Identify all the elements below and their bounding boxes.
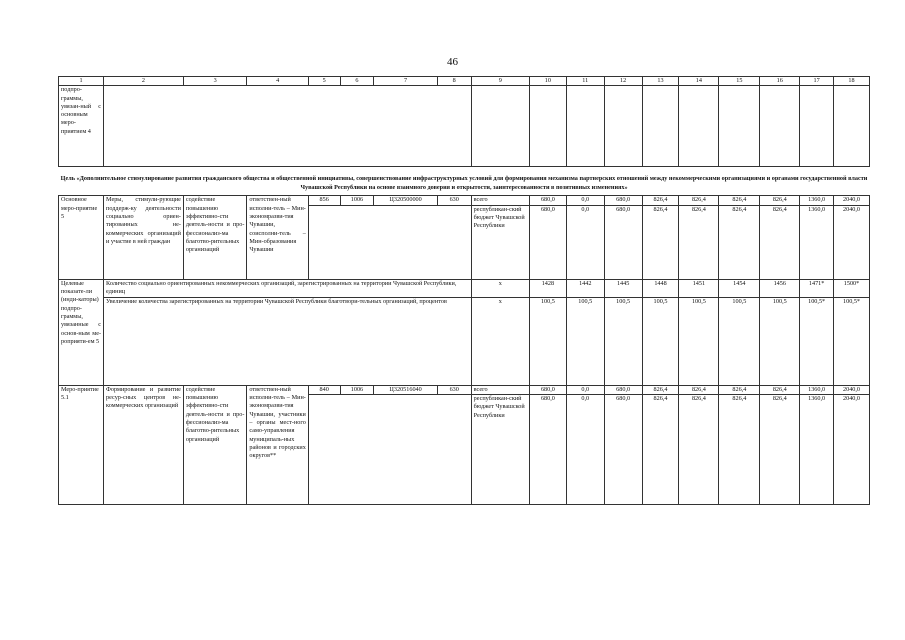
col-header: 14 bbox=[679, 77, 719, 86]
value-cell: 826,4 bbox=[679, 385, 719, 394]
value-cell: 826,4 bbox=[719, 196, 760, 205]
value-cell: 1360,0 bbox=[800, 395, 834, 505]
measure-id: Основное меро-приятие 5 bbox=[59, 196, 104, 279]
value-cell: 0,0 bbox=[566, 385, 604, 394]
indicator-text: Количество социально ориентированных некоммерческих организаций, зарегистрированных на территории Чувашской Республики, единиц bbox=[104, 279, 472, 297]
value-cell: 826,4 bbox=[719, 395, 760, 505]
col-header: 16 bbox=[760, 77, 800, 86]
value-cell: 1360,0 bbox=[800, 385, 834, 394]
continuation-label: подпро-граммы, увязан-ный с основным меро-приятием 4 bbox=[59, 86, 104, 167]
col-header: 3 bbox=[183, 77, 246, 86]
measure-task: содействие повышению эффективно-сти деятель-ности и про-фессионализ-ма благотво-рительных организаций bbox=[183, 196, 246, 279]
budget-code: 840 bbox=[308, 385, 340, 394]
goal-row bbox=[59, 167, 870, 196]
value-cell: 2040,0 bbox=[834, 395, 870, 505]
col-header: 18 bbox=[834, 77, 870, 86]
value-cell: 826,4 bbox=[642, 196, 679, 205]
value-cell: 680,0 bbox=[604, 395, 642, 505]
indicator-text: Увеличение количества зарегистрированных на территории Чувашской Республики благотвори-тельных организаций, процентов bbox=[104, 297, 472, 385]
value-cell: 0,0 bbox=[566, 196, 604, 205]
value-cell: 100,5* bbox=[834, 297, 870, 385]
value-cell: 1448 bbox=[642, 279, 679, 297]
value-cell: 1471* bbox=[800, 279, 834, 297]
col-header: 6 bbox=[340, 77, 374, 86]
value-cell: 100,5 bbox=[529, 297, 566, 385]
measure-task: содействие повышению эффективно-сти деятель-ности и про-фессионализ-ма благотво-рительных организаций bbox=[183, 385, 246, 504]
col-header: 2 bbox=[104, 77, 184, 86]
value-cell: 1360,0 bbox=[800, 196, 834, 205]
measure-id: Меро-приятие 5.1 bbox=[59, 385, 104, 504]
value-cell: 680,0 bbox=[604, 205, 642, 279]
measure-name: Формирование и развитие ресур-сных центров не-коммерческих организаций bbox=[104, 385, 184, 504]
funding-source: всего bbox=[471, 196, 529, 205]
col-header: 11 bbox=[566, 77, 604, 86]
col-header: 10 bbox=[529, 77, 566, 86]
measure-executor: ответствен-ный исполни-тель – Мин-экономразви-тия Чувашии, участники – органы мест-ного само-управления муниципаль-ных районов и городских округов** bbox=[247, 385, 308, 504]
value-cell: 826,4 bbox=[642, 205, 679, 279]
value-cell: 826,4 bbox=[760, 205, 800, 279]
value-cell: 100,5 bbox=[719, 297, 760, 385]
funding-source: республикан-ский бюджет Чувашской Республики bbox=[471, 395, 529, 505]
value-cell: 0,0 bbox=[566, 205, 604, 279]
value-cell: 1456 bbox=[760, 279, 800, 297]
value-cell: 826,4 bbox=[642, 395, 679, 505]
col-header: 12 bbox=[604, 77, 642, 86]
col-header: 4 bbox=[247, 77, 308, 86]
indicator-marker: х bbox=[471, 279, 529, 297]
value-cell: 1500* bbox=[834, 279, 870, 297]
value-cell: 826,4 bbox=[642, 385, 679, 394]
page-number: 46 bbox=[447, 56, 458, 68]
measure-executor: ответствен-ный исполни-тель – Мин-экономразви-тия Чувашии, соисполни-тель – Мин-образования Чувашии bbox=[247, 196, 308, 279]
value-cell: 100,5 bbox=[642, 297, 679, 385]
value-cell: 2040,0 bbox=[834, 196, 870, 205]
value-cell: 826,4 bbox=[760, 395, 800, 505]
budget-code: 1006 bbox=[340, 196, 374, 205]
value-cell: 680,0 bbox=[529, 196, 566, 205]
value-cell: 100,5 bbox=[566, 297, 604, 385]
indicator-row bbox=[59, 279, 870, 297]
value-cell: 1428 bbox=[529, 279, 566, 297]
continuation-row bbox=[59, 86, 870, 167]
value-cell: 2040,0 bbox=[834, 205, 870, 279]
value-cell: 100,5* bbox=[800, 297, 834, 385]
col-header: 9 bbox=[471, 77, 529, 86]
main-measure-row bbox=[59, 196, 870, 205]
col-header: 5 bbox=[308, 77, 340, 86]
value-cell: 826,4 bbox=[679, 196, 719, 205]
program-table bbox=[58, 76, 870, 505]
value-cell: 826,4 bbox=[679, 205, 719, 279]
measure-name: Меры, стимули-рующие поддерж-ку деятельности социально ориен-тированных не-коммерческих организаций и участие в ней граждан bbox=[104, 196, 184, 279]
budget-code: 856 bbox=[308, 196, 340, 205]
value-cell: 1442 bbox=[566, 279, 604, 297]
value-cell: 1360,0 bbox=[800, 205, 834, 279]
budget-code: Ц320500000 bbox=[374, 196, 437, 205]
col-header: 17 bbox=[800, 77, 834, 86]
value-cell: 826,4 bbox=[719, 385, 760, 394]
funding-source: республикан-ский бюджет Чувашской Республики bbox=[471, 205, 529, 279]
indicator-label: Целевые показате-ли (инди-каторы) подпро-граммы, увязанные с основ-ным ме-роприяти-ем 5 bbox=[59, 279, 104, 385]
budget-code: 1006 bbox=[340, 385, 374, 394]
col-header: 15 bbox=[719, 77, 760, 86]
value-cell: 0,0 bbox=[566, 395, 604, 505]
col-header: 8 bbox=[437, 77, 471, 86]
value-cell: 100,5 bbox=[679, 297, 719, 385]
value-cell: 826,4 bbox=[719, 205, 760, 279]
value-cell: 680,0 bbox=[604, 196, 642, 205]
value-cell: 680,0 bbox=[529, 395, 566, 505]
indicator-marker: х bbox=[471, 297, 529, 385]
value-cell: 2040,0 bbox=[834, 385, 870, 394]
budget-code: 630 bbox=[437, 385, 471, 394]
value-cell: 1454 bbox=[719, 279, 760, 297]
value-cell: 100,5 bbox=[604, 297, 642, 385]
value-cell: 1445 bbox=[604, 279, 642, 297]
value-cell: 100,5 bbox=[760, 297, 800, 385]
measure-51-row bbox=[59, 385, 870, 394]
col-header: 13 bbox=[642, 77, 679, 86]
value-cell: 1451 bbox=[679, 279, 719, 297]
value-cell: 680,0 bbox=[604, 385, 642, 394]
funding-source: всего bbox=[471, 385, 529, 394]
budget-code: Ц320516040 bbox=[374, 385, 437, 394]
value-cell: 680,0 bbox=[529, 205, 566, 279]
column-number-row bbox=[59, 77, 870, 86]
indicator-row bbox=[59, 297, 870, 385]
col-header: 1 bbox=[59, 77, 104, 86]
value-cell: 680,0 bbox=[529, 385, 566, 394]
goal-text: Цель «Дополнительное стимулирование развития гражданского общества и общественной инициативы, совершенствование инфраструктурных условий для формирования механизма партнерских отношений между некоммерческими организациями и органами государственной власти Чувашской Республики на основе взаимного доверия и открытости, заинтересованности в позитивных изменениях» bbox=[59, 167, 870, 196]
budget-code: 630 bbox=[437, 196, 471, 205]
value-cell: 826,4 bbox=[760, 196, 800, 205]
value-cell: 826,4 bbox=[679, 395, 719, 505]
value-cell: 826,4 bbox=[760, 385, 800, 394]
col-header: 7 bbox=[374, 77, 437, 86]
